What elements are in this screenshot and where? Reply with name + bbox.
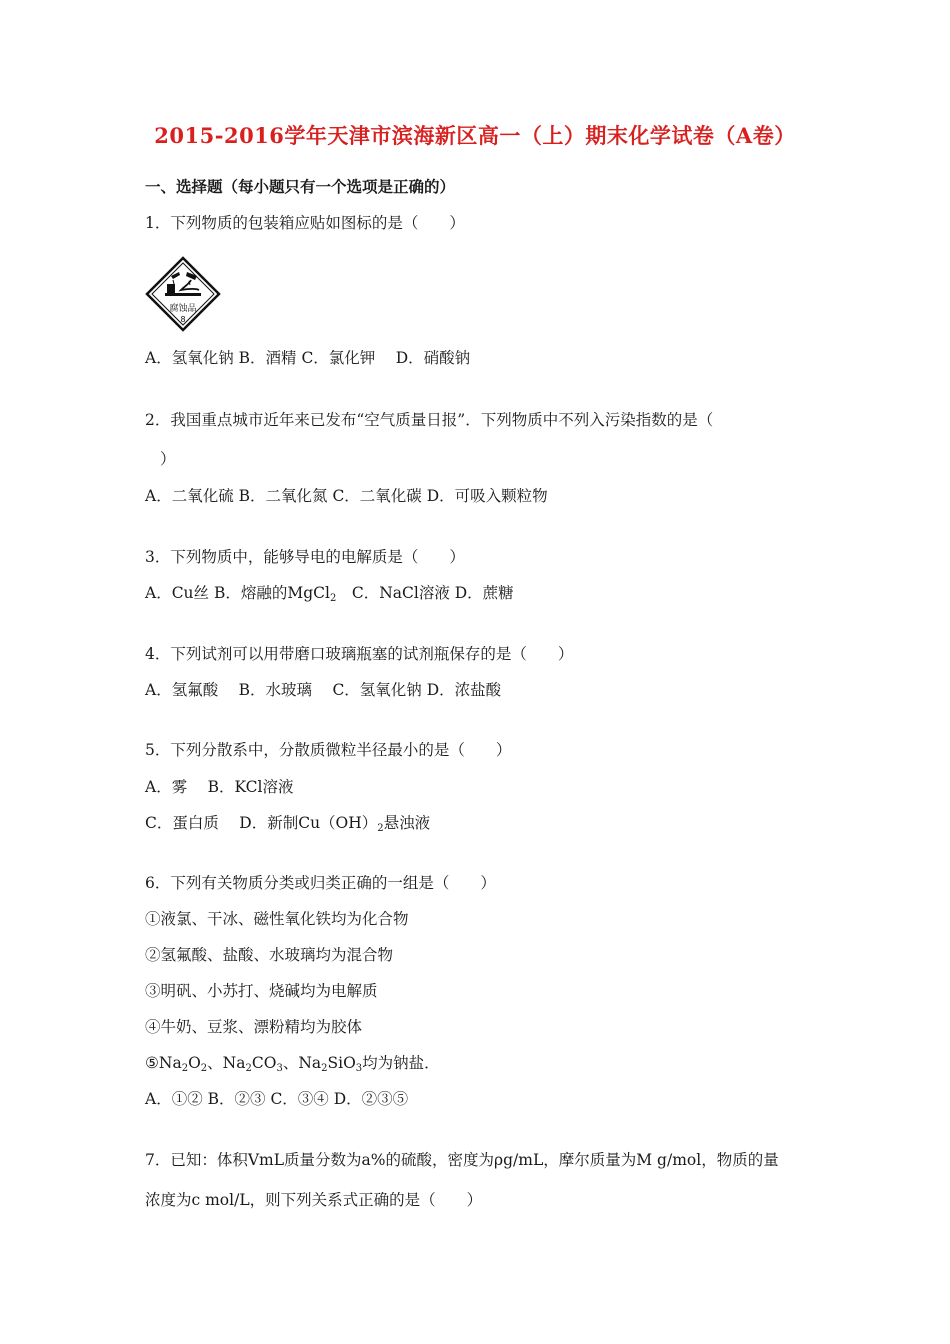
q1-stem: 1．下列物质的包装箱应贴如图标的是（ ） <box>145 214 465 232</box>
q4-options: A．氢氟酸 B．水玻璃 C．氢氧化钠 D．浓盐酸 <box>145 681 502 699</box>
q4-stem: 4．下列试剂可以用带磨口玻璃瓶塞的试剂瓶保存的是（ ） <box>145 645 574 663</box>
q5-options-row2: C．蛋白质 D．新制$Cu(OH)_2$悬浊液 <box>145 814 431 834</box>
q2-stem-cont: ） <box>160 450 176 468</box>
q6-item-5: $⑤Na_2O_2$、$Na_2CO_3$、$Na_2SiO_3$均为钠盐． <box>145 1054 440 1074</box>
section-heading: 一、选择题（每小题只有一个选项是正确的） <box>145 177 456 196</box>
hazard-class-number: 8 <box>180 315 186 324</box>
q3-stem: 3．下列物质中，能够导电的电解质是（ ） <box>145 548 465 566</box>
q2-stem: 2．我国重点城市近年来已发布“空气质量日报”．下列物质中不列入污染指数的是（ <box>145 411 714 429</box>
corrosive-hazard-icon <box>145 256 221 332</box>
exam-title: 2015-2016学年天津市滨海新区高一（上）期末化学试卷（A卷） <box>154 123 796 148</box>
q7-stem-cont: 浓度为c mol/L，则下列关系式正确的是（ ） <box>145 1191 483 1209</box>
q1-options: A．氢氧化钠 B．酒精 C．氯化钾 D．硝酸钠 <box>145 349 471 367</box>
q6-item-3: ③明矾、小苏打、烧碱均为电解质 <box>145 982 378 1000</box>
q7-stem: 7．已知：体积VmL质量分数为a%的硫酸，密度为ρg/mL，摩尔质量为M g/mol，物质的量 <box>145 1151 779 1169</box>
q3-options: A．Cu丝 B．熔融的MgCl$_2$ C．NaCl溶液 D．蔗糖 <box>145 584 514 604</box>
q6-item-4: ④牛奶、豆浆、漂粉精均为胶体 <box>145 1018 363 1036</box>
q5-options-row1: A．雾 B．KCl溶液 <box>145 778 294 796</box>
q2-options: A．二氧化硫 B．二氧化氮 C．二氧化碳 D．可吸入颗粒物 <box>145 487 548 505</box>
q5-stem: 5．下列分散系中，分散质微粒半径最小的是（ ） <box>145 741 512 759</box>
q6-item-1: ①液氯、干冰、磁性氧化铁均为化合物 <box>145 910 409 928</box>
q6-options: A．①② B．②③ C．③④ D．②③⑤ <box>145 1090 409 1108</box>
q6-item-2: ②氢氟酸、盐酸、水玻璃均为混合物 <box>145 946 394 964</box>
hazard-label: 腐蚀品 <box>169 304 197 314</box>
q6-stem: 6．下列有关物质分类或归类正确的一组是（ ） <box>145 874 496 892</box>
